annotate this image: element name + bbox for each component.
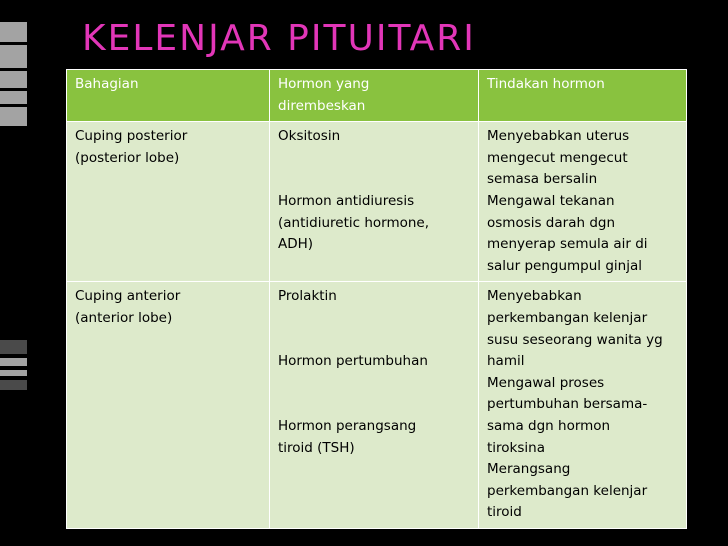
line-gap: [278, 394, 470, 416]
cell-line: Tindakan hormon: [487, 76, 605, 92]
tindakan-cell: [479, 122, 687, 282]
cell-line: perkembangan kelenjar: [487, 309, 648, 326]
cell-line: Cuping anterior: [75, 288, 181, 305]
table-header-row: [67, 70, 687, 122]
cell-line: dirembeskan: [278, 97, 366, 114]
cell-line: Bahagian: [75, 76, 139, 92]
cell-line: Hormon pertumbuhan: [278, 353, 428, 370]
table-row: [67, 122, 687, 282]
cell-line: Cuping posterior: [75, 128, 188, 145]
cell-line: tiroid: [487, 504, 522, 521]
cell-line: semasa bersalin: [487, 171, 598, 188]
cell-line: hamil: [487, 353, 525, 370]
cell-line: (posterior lobe): [75, 149, 180, 166]
bahagian-cell: [67, 122, 270, 282]
decor-bar: [0, 22, 27, 42]
cell-line: menyerap semula air di: [487, 236, 648, 253]
cell-line: perkembangan kelenjar: [487, 482, 648, 499]
line-gap: [278, 308, 470, 330]
hormon-cell: [270, 282, 479, 529]
cell-line: Menyebabkan: [487, 288, 582, 305]
decor-bar: [0, 370, 27, 376]
decor-bar: [0, 107, 27, 126]
decor-bar: [0, 380, 27, 390]
cell-line: Menyebabkan uterus: [487, 128, 630, 145]
hormon-cell: [270, 122, 479, 282]
table-row: [67, 282, 687, 529]
cell-line: susu seseorang wanita yg: [487, 331, 663, 348]
cell-line: tiroksina: [487, 439, 545, 456]
decor-bar: [0, 358, 27, 366]
cell-line: pertumbuhan bersama-: [487, 396, 648, 413]
cell-line: Mengawal tekanan: [487, 192, 615, 209]
line-gap: [278, 373, 470, 395]
bahagian-cell: [67, 282, 270, 529]
cell-line: mengecut mengecut: [487, 149, 628, 166]
pituitary-table: [66, 69, 687, 529]
cell-line: salur pengumpul ginjal: [487, 257, 642, 274]
line-gap: [278, 169, 470, 191]
tindakan-cell: [479, 282, 687, 529]
cell-line: Prolaktin: [278, 288, 337, 305]
cell-line: ADH): [278, 236, 314, 253]
cell-line: Hormon yang: [278, 76, 370, 92]
cell-line: (antidiuretic hormone,: [278, 214, 430, 231]
decor-bar: [0, 45, 27, 68]
cell-line: osmosis darah dgn: [487, 214, 616, 231]
cell-line: Hormon antidiuresis: [278, 192, 415, 209]
cell-line: Oksitosin: [278, 128, 341, 145]
cell-line: (anterior lobe): [75, 309, 173, 326]
line-gap: [278, 330, 470, 352]
decor-bar: [0, 71, 27, 88]
decor-bar: [0, 91, 27, 104]
decor-bar: [0, 340, 27, 354]
cell-line: sama dgn hormon: [487, 417, 611, 434]
cell-line: Hormon perangsang: [278, 417, 417, 434]
header-cell: [67, 70, 270, 122]
cell-line: tiroid (TSH): [278, 439, 355, 456]
cell-line: Merangsang: [487, 461, 571, 478]
line-gap: [278, 148, 470, 170]
header-cell: [270, 70, 479, 122]
cell-line: Mengawal proses: [487, 374, 605, 391]
header-cell: [479, 70, 687, 122]
page-title: KELENJAR PITUITARI: [82, 18, 476, 59]
